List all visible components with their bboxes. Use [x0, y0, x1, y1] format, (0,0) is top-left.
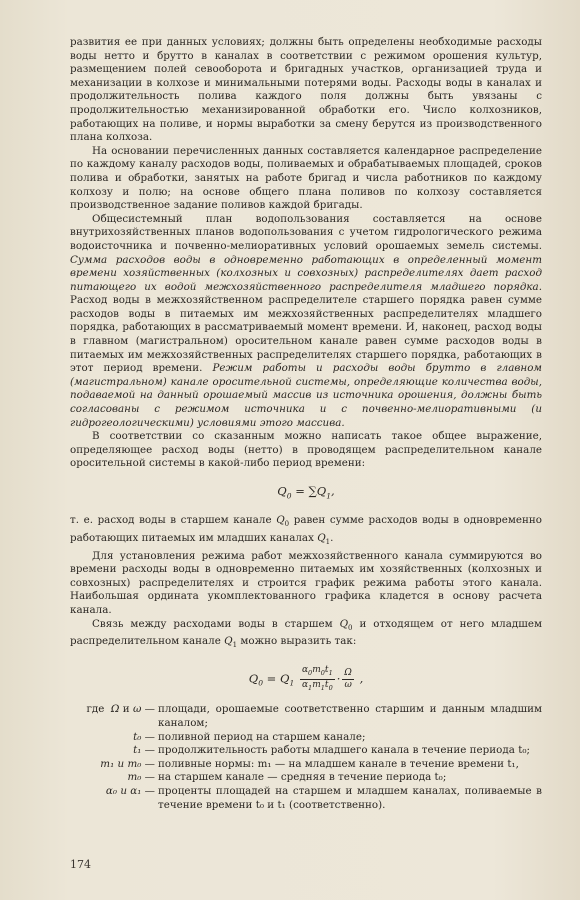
paragraph-3-part-a: Общесистемный план водопользования составляется на основе внутрихозяйственных планов водопользования с учетом гидрологического режима водоисточника и почвенно-мелиоративных условий орошаемых земель системы.	[70, 212, 542, 252]
fraction-omega: $\frac{\Omega}{\omega}$	[344, 667, 352, 690]
legend-row	[70, 758, 542, 772]
legend-def: площади, орошаемые соответственно старшим и данным младшим каналом;	[158, 703, 542, 730]
legend-term: m₁ и m₀ —	[100, 757, 155, 770]
page-number: 174	[70, 858, 91, 871]
formula-sum: $Q_0 = \sum Q_1$,	[277, 484, 335, 501]
legend-row	[70, 731, 542, 745]
body-text	[70, 36, 542, 812]
paragraph-5-part-a: т. е. расход воды в старшем канале	[70, 514, 272, 527]
legend-def: проценты площадей на старшем и младшем каналах, поливаемые в течение времени t₀ и t₁ (соответственно).	[158, 784, 542, 811]
legend-term: α₀ и α₁ —	[105, 784, 155, 797]
paragraph-2: На основании перечисленных данных составляется календарное распределение по каждому каналу расходов воды, поливаемых и обрабатываемых площадей, сроков полива и обработки, занятых на работе бригад и числа работников по каждому колхозу и полю; на основе общего плана поливов по колхозу составляется производственное задание поливов каждой бригады.	[70, 144, 542, 212]
paragraph-7-part-b: и отходящем от него младшем распределительном канале	[70, 617, 542, 648]
paragraph-3-part-c: Расход воды в межхозяйственном распределителе старшего порядка равен сумме расходов воды в питаемых им межхозяйственных распределителях младшего порядка, работающих в рассматриваемый момент времени. И, наконец, расход воды в главном (магистральном) оросительном канале равен сумме расходов воды в питаемых им межхозяйственных распределителях старшего порядка, работающих в этот период времени.	[70, 294, 542, 375]
paragraph-7-part-c: можно выразить так:	[240, 635, 357, 648]
legend-row: где Ω и ω — площади, орошаемые соответственно старшим и данным младшим каналом;	[86, 703, 542, 730]
legend-term: m₀ —	[127, 771, 155, 784]
legend-def: поливные нормы: m₁ — на младшем канале в течение времени t₁,	[158, 757, 519, 770]
paragraph-6: Для установления режима работ межхозяйственного канала суммируются во времени расходы воды в одновременно питаемых им хозяйственных (колхозных и совхозных) распределителях и строится график режима работы этого канала. Наибольшая ордината укомплектованного графика кладется в основу расчета канала.	[70, 549, 542, 616]
formula-ratio: $Q_0 = Q_1$ $\frac{\alpha_0m_0t_1}{\alpha_1m_1t_0}$ · $\frac{\Omega}{\omega}$ ,	[248, 664, 364, 692]
legend-row	[70, 785, 542, 812]
legend-intro: где	[86, 703, 105, 716]
legend-def: на старшем канале — средняя в течение периода t₀;	[158, 771, 447, 784]
paragraph-1: развития ее при данных условиях; должны быть определены необходимые расходы воды нетто и брутто в каналах в соответствии с режимом орошения культур, размещением полей севооборота и бригадных участков, организацией труда и механизации в колхозе и минимальными потерями воды. Расходы воды в каналах и продолжительность полива каждого поля должны быть увязаны с продолжительностью механизированной обработки его. Число колхозников, работающих на поливе, и нормы выработки за смену берутся из производственного плана колхоза.	[70, 36, 542, 144]
paragraph-7: Связь между расходами воды в старшем $Q_0$ и отходящем от него младшем распределительном канале $Q_1$ можно выразить так:	[70, 617, 542, 650]
paragraph-3-italic-d: Режим работы и расходы воды брутто в главном (магистральном) канале оросительной системы, определяющие количества воды, подаваемой на данный орошаемый массив из источника орошения, должны быть согласованы с режимом источника и с почвенно-мелиоративными (и гидрогеологическими) условиями этого массива.	[70, 362, 542, 429]
legend-row	[70, 771, 542, 785]
legend-def: поливной период на старшем канале;	[158, 730, 366, 743]
fraction-alpha-m-t: $\frac{\alpha_0m_0t_1}{\alpha_1m_1t_0}$	[301, 664, 333, 692]
paragraph-7-part-a: Связь между расходами воды в старшем	[92, 617, 333, 630]
legend-def: продолжительность работы младшего канала в течение периода t₀;	[158, 744, 530, 757]
paragraph-5: т. е. расход воды в старшем канале $Q_0$ равен сумме расходов воды в одновременно работающих питаемых им младших каналах $Q_1$.	[70, 514, 542, 546]
paragraph-4: В соответствии со сказанным можно написать такое общее выражение, определяющее расход воды (нетто) в проводящем распределительном канале оросительной системы в какой-либо период времени:	[70, 430, 542, 470]
paragraph-3	[70, 213, 542, 431]
legend-term: t₁ —	[133, 744, 155, 757]
legend-term: t₀ —	[133, 730, 155, 743]
paragraph-5-part-b: равен сумме расходов воды в одновременно работающих питаемых им младших каналах	[70, 514, 542, 544]
legend-row	[70, 744, 542, 758]
symbol-legend	[70, 703, 542, 812]
paragraph-3-italic-b: Сумма расходов воды в одновременно работающих в определенный момент времени хозяйственных (колхозных и совхозных) распределителях дает расход питающего их водой межхозяйственного распределителя младшего порядка.	[70, 253, 542, 293]
